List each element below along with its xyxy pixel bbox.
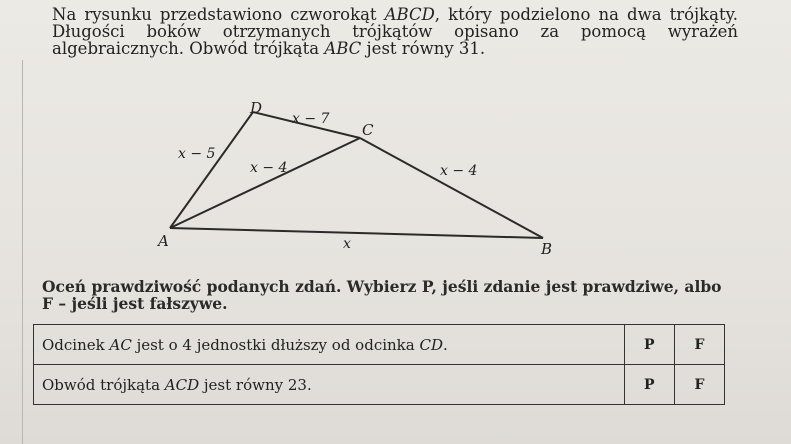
margin-line [22,60,23,444]
vertex-d: D [250,99,263,117]
table-row [34,365,725,405]
intro-text-1: Na rysunku przedstawiono czworokąt [52,5,385,24]
side-ad [170,112,253,228]
segment-name: ACD [164,375,200,394]
triangle-name: ABC [324,39,362,58]
statement-text: jest równy 23. [199,375,312,394]
label-dc: x − 7 [292,111,330,127]
vertex-a: A [158,232,169,250]
statement-2 [34,365,625,405]
side-ab [170,228,543,238]
intro-text-2: , który podzielono na dwa trójkąty. Długości boków otrzymanych trójkątów opisano za pomocą wyrażeń algebraicznych. Obwód trójkąta [52,5,738,58]
statement-text: Obwód trójkąta [42,375,165,394]
side-cb [360,138,543,238]
quadrilateral-name: ABCD [384,5,435,24]
label-ac: x − 4 [250,160,288,176]
table-row [34,325,725,365]
statement-text: Odcinek [42,335,110,354]
statement-text: jest o 4 jednostki dłuższy od odcinka [131,335,420,354]
statement-text: . [443,335,448,354]
segment-name: CD [419,335,443,354]
quadrilateral-figure [150,95,570,265]
label-cb: x − 4 [440,163,478,179]
intro-text-3: jest równy 31. [361,39,486,58]
option-f-1[interactable]: F [674,325,724,365]
true-false-table [33,324,725,405]
option-p-2[interactable]: P [624,365,674,405]
label-ab: x [343,236,351,252]
segment-name: AC [109,335,132,354]
statement-1 [34,325,625,365]
task-description [52,6,738,57]
option-p-1[interactable]: P [624,325,674,365]
instruction-text: Oceń prawdziwość podanych zdań. Wybierz P, jeśli zdanie jest prawdziwe, albo F – jeśli jest fałszywe. [42,277,722,313]
option-f-2[interactable]: F [674,365,724,405]
vertex-b: B [541,240,553,258]
vertex-c: C [362,121,374,139]
label-ad: x − 5 [178,146,216,162]
